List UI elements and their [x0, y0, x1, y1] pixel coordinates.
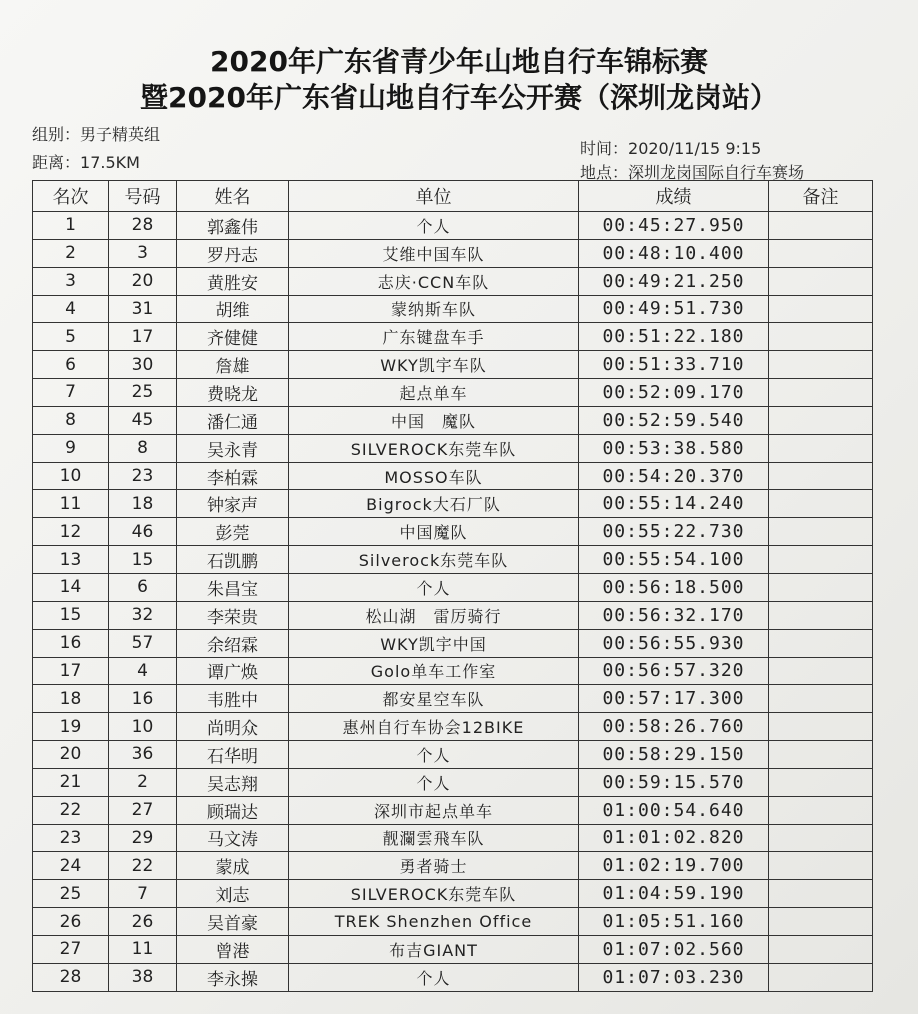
time-cell: 00:45:27.950	[579, 212, 769, 240]
title-line-1: 2020年广东省青少年山地自行车锦标赛	[210, 45, 708, 78]
title-line-2: 暨2020年广东省山地自行车公开赛（深圳龙岗站）	[140, 81, 778, 114]
name-cell: 石华明	[177, 741, 289, 769]
bib-cell: 6	[109, 573, 177, 601]
header-row	[33, 181, 873, 212]
note-cell	[769, 796, 873, 824]
group-info	[32, 122, 160, 145]
bib-cell: 15	[109, 546, 177, 574]
bib-cell: 20	[109, 267, 177, 295]
time-cell: 00:49:21.250	[579, 267, 769, 295]
time-cell: 01:01:02.820	[579, 824, 769, 852]
name-cell: 刘志	[177, 880, 289, 908]
rank-cell: 2	[33, 239, 109, 267]
team-cell: TREK Shenzhen Office	[289, 908, 579, 936]
team-cell: 个人	[289, 768, 579, 796]
team-cell: WKY凯宇车队	[289, 351, 579, 379]
table-row	[33, 963, 873, 991]
team-cell: Golo单车工作室	[289, 657, 579, 685]
time-cell: 01:04:59.190	[579, 880, 769, 908]
results-body	[33, 212, 873, 992]
time-cell: 01:07:03.230	[579, 963, 769, 991]
distance-label: 距离：	[32, 153, 81, 172]
time-cell: 00:56:57.320	[579, 657, 769, 685]
note-cell	[769, 462, 873, 490]
rank-cell: 9	[33, 434, 109, 462]
table-row	[33, 267, 873, 295]
table-row	[33, 629, 873, 657]
name-cell: 钟家声	[177, 490, 289, 518]
time-label: 时间：	[580, 139, 629, 158]
header-name: 姓名	[177, 181, 289, 212]
table-row	[33, 852, 873, 880]
note-cell	[769, 518, 873, 546]
table-row	[33, 434, 873, 462]
bib-cell: 7	[109, 880, 177, 908]
results-table	[32, 180, 873, 992]
bib-cell: 22	[109, 852, 177, 880]
note-cell	[769, 379, 873, 407]
time-cell: 00:56:32.170	[579, 601, 769, 629]
time-cell: 00:55:22.730	[579, 518, 769, 546]
rank-cell: 1	[33, 212, 109, 240]
table-row	[33, 406, 873, 434]
time-info	[580, 136, 761, 159]
note-cell	[769, 267, 873, 295]
header-bib: 号码	[109, 181, 177, 212]
team-cell: SILVEROCK东莞车队	[289, 434, 579, 462]
table-row	[33, 239, 873, 267]
note-cell	[769, 546, 873, 574]
team-cell: 松山湖 雷厉骑行	[289, 601, 579, 629]
name-cell: 胡维	[177, 295, 289, 323]
team-cell: 都安星空车队	[289, 685, 579, 713]
note-cell	[769, 713, 873, 741]
time-cell: 01:07:02.560	[579, 935, 769, 963]
name-cell: 顾瑞达	[177, 796, 289, 824]
name-cell: 李荣贵	[177, 601, 289, 629]
table-row	[33, 935, 873, 963]
table-row	[33, 713, 873, 741]
header-team: 单位	[289, 181, 579, 212]
bib-cell: 57	[109, 629, 177, 657]
note-cell	[769, 434, 873, 462]
table-row	[33, 379, 873, 407]
table-row	[33, 601, 873, 629]
rank-cell: 13	[33, 546, 109, 574]
time-cell: 00:52:59.540	[579, 406, 769, 434]
table-row	[33, 796, 873, 824]
name-cell: 尚明众	[177, 713, 289, 741]
time-cell: 00:56:18.500	[579, 573, 769, 601]
note-cell	[769, 573, 873, 601]
time-cell: 00:58:29.150	[579, 741, 769, 769]
note-cell	[769, 768, 873, 796]
name-cell: 潘仁通	[177, 406, 289, 434]
note-cell	[769, 629, 873, 657]
rank-cell: 23	[33, 824, 109, 852]
team-cell: WKY凯宇中国	[289, 629, 579, 657]
bib-cell: 4	[109, 657, 177, 685]
name-cell: 曾港	[177, 935, 289, 963]
table-row	[33, 212, 873, 240]
time-cell: 00:48:10.400	[579, 239, 769, 267]
time-cell: 00:51:22.180	[579, 323, 769, 351]
bib-cell: 17	[109, 323, 177, 351]
distance-value: 17.5KM	[80, 153, 140, 172]
team-cell: 个人	[289, 741, 579, 769]
time-cell: 00:54:20.370	[579, 462, 769, 490]
name-cell: 黄胜安	[177, 267, 289, 295]
time-value: 2020/11/15 9:15	[628, 139, 762, 158]
group-value: 男子精英组	[80, 125, 161, 144]
name-cell: 齐健健	[177, 323, 289, 351]
rank-cell: 24	[33, 852, 109, 880]
note-cell	[769, 323, 873, 351]
team-cell: 志庆·CCN车队	[289, 267, 579, 295]
team-cell: Silverock东莞车队	[289, 546, 579, 574]
bib-cell: 30	[109, 351, 177, 379]
name-cell: 马文涛	[177, 824, 289, 852]
rank-cell: 20	[33, 741, 109, 769]
note-cell	[769, 406, 873, 434]
bib-cell: 26	[109, 908, 177, 936]
time-cell: 00:52:09.170	[579, 379, 769, 407]
note-cell	[769, 490, 873, 518]
time-cell: 00:49:51.730	[579, 295, 769, 323]
rank-cell: 27	[33, 935, 109, 963]
table-row	[33, 880, 873, 908]
note-cell	[769, 935, 873, 963]
team-cell: 个人	[289, 573, 579, 601]
team-cell: 个人	[289, 963, 579, 991]
bib-cell: 16	[109, 685, 177, 713]
bib-cell: 8	[109, 434, 177, 462]
team-cell: MOSSO车队	[289, 462, 579, 490]
rank-cell: 17	[33, 657, 109, 685]
team-cell: 布吉GIANT	[289, 935, 579, 963]
team-cell: 中国魔队	[289, 518, 579, 546]
team-cell: 靓瀾雲飛车队	[289, 824, 579, 852]
table-row	[33, 518, 873, 546]
note-cell	[769, 963, 873, 991]
name-cell: 蒙成	[177, 852, 289, 880]
note-cell	[769, 239, 873, 267]
rank-cell: 28	[33, 963, 109, 991]
team-cell: 艾维中国车队	[289, 239, 579, 267]
note-cell	[769, 908, 873, 936]
header-note: 备注	[769, 181, 873, 212]
name-cell: 石凯鹏	[177, 546, 289, 574]
time-cell: 00:56:55.930	[579, 629, 769, 657]
note-cell	[769, 685, 873, 713]
note-cell	[769, 741, 873, 769]
name-cell: 吴志翔	[177, 768, 289, 796]
rank-cell: 3	[33, 267, 109, 295]
team-cell: 惠州自行车协会12BIKE	[289, 713, 579, 741]
team-cell: 蒙纳斯车队	[289, 295, 579, 323]
team-cell: SILVEROCK东莞车队	[289, 880, 579, 908]
note-cell	[769, 852, 873, 880]
name-cell: 郭鑫伟	[177, 212, 289, 240]
time-cell: 01:05:51.160	[579, 908, 769, 936]
venue-label: 地点：	[580, 163, 629, 182]
rank-cell: 19	[33, 713, 109, 741]
table-row	[33, 490, 873, 518]
bib-cell: 27	[109, 796, 177, 824]
header-time: 成绩	[579, 181, 769, 212]
table-row	[33, 546, 873, 574]
time-cell: 00:57:17.300	[579, 685, 769, 713]
bib-cell: 38	[109, 963, 177, 991]
table-row	[33, 351, 873, 379]
time-cell: 00:58:26.760	[579, 713, 769, 741]
rank-cell: 8	[33, 406, 109, 434]
rank-cell: 5	[33, 323, 109, 351]
venue-value: 深圳龙岗国际自行车赛场	[628, 163, 805, 182]
bib-cell: 29	[109, 824, 177, 852]
note-cell	[769, 880, 873, 908]
table-row	[33, 295, 873, 323]
rank-cell: 11	[33, 490, 109, 518]
time-cell: 01:02:19.700	[579, 852, 769, 880]
bib-cell: 28	[109, 212, 177, 240]
bib-cell: 46	[109, 518, 177, 546]
time-cell: 00:59:15.570	[579, 768, 769, 796]
team-cell: 中国 魔队	[289, 406, 579, 434]
team-cell: 勇者骑士	[289, 852, 579, 880]
rank-cell: 4	[33, 295, 109, 323]
name-cell: 吴首豪	[177, 908, 289, 936]
team-cell: 起点单车	[289, 379, 579, 407]
note-cell	[769, 601, 873, 629]
bib-cell: 2	[109, 768, 177, 796]
note-cell	[769, 657, 873, 685]
bib-cell: 25	[109, 379, 177, 407]
rank-cell: 15	[33, 601, 109, 629]
team-cell: 个人	[289, 212, 579, 240]
bib-cell: 31	[109, 295, 177, 323]
name-cell: 吴永青	[177, 434, 289, 462]
table-row	[33, 685, 873, 713]
note-cell	[769, 295, 873, 323]
bib-cell: 10	[109, 713, 177, 741]
name-cell: 李柏霖	[177, 462, 289, 490]
team-cell: 广东键盘车手	[289, 323, 579, 351]
name-cell: 罗丹志	[177, 239, 289, 267]
time-cell: 00:55:14.240	[579, 490, 769, 518]
name-cell: 余绍霖	[177, 629, 289, 657]
time-cell: 00:51:33.710	[579, 351, 769, 379]
rank-cell: 22	[33, 796, 109, 824]
bib-cell: 3	[109, 239, 177, 267]
bib-cell: 11	[109, 935, 177, 963]
name-cell: 詹雄	[177, 351, 289, 379]
rank-cell: 6	[33, 351, 109, 379]
rank-cell: 26	[33, 908, 109, 936]
table-row	[33, 741, 873, 769]
table-row	[33, 824, 873, 852]
table-row	[33, 462, 873, 490]
time-cell: 00:53:38.580	[579, 434, 769, 462]
name-cell: 韦胜中	[177, 685, 289, 713]
time-cell: 01:00:54.640	[579, 796, 769, 824]
table-row	[33, 768, 873, 796]
rank-cell: 25	[33, 880, 109, 908]
team-cell: 深圳市起点单车	[289, 796, 579, 824]
note-cell	[769, 212, 873, 240]
rank-cell: 21	[33, 768, 109, 796]
rank-cell: 10	[33, 462, 109, 490]
rank-cell: 7	[33, 379, 109, 407]
team-cell: Bigrock大石厂队	[289, 490, 579, 518]
name-cell: 彭莞	[177, 518, 289, 546]
name-cell: 谭广焕	[177, 657, 289, 685]
rank-cell: 12	[33, 518, 109, 546]
time-cell: 00:55:54.100	[579, 546, 769, 574]
table-row	[33, 657, 873, 685]
rank-cell: 16	[33, 629, 109, 657]
name-cell: 朱昌宝	[177, 573, 289, 601]
table-row	[33, 908, 873, 936]
group-label: 组别：	[32, 125, 81, 144]
name-cell: 费晓龙	[177, 379, 289, 407]
rank-cell: 18	[33, 685, 109, 713]
bib-cell: 32	[109, 601, 177, 629]
table-row	[33, 323, 873, 351]
distance-info	[32, 150, 140, 173]
bib-cell: 45	[109, 406, 177, 434]
bib-cell: 23	[109, 462, 177, 490]
note-cell	[769, 824, 873, 852]
header-rank: 名次	[33, 181, 109, 212]
bib-cell: 36	[109, 741, 177, 769]
note-cell	[769, 351, 873, 379]
bib-cell: 18	[109, 490, 177, 518]
table-row	[33, 573, 873, 601]
name-cell: 李永操	[177, 963, 289, 991]
rank-cell: 14	[33, 573, 109, 601]
